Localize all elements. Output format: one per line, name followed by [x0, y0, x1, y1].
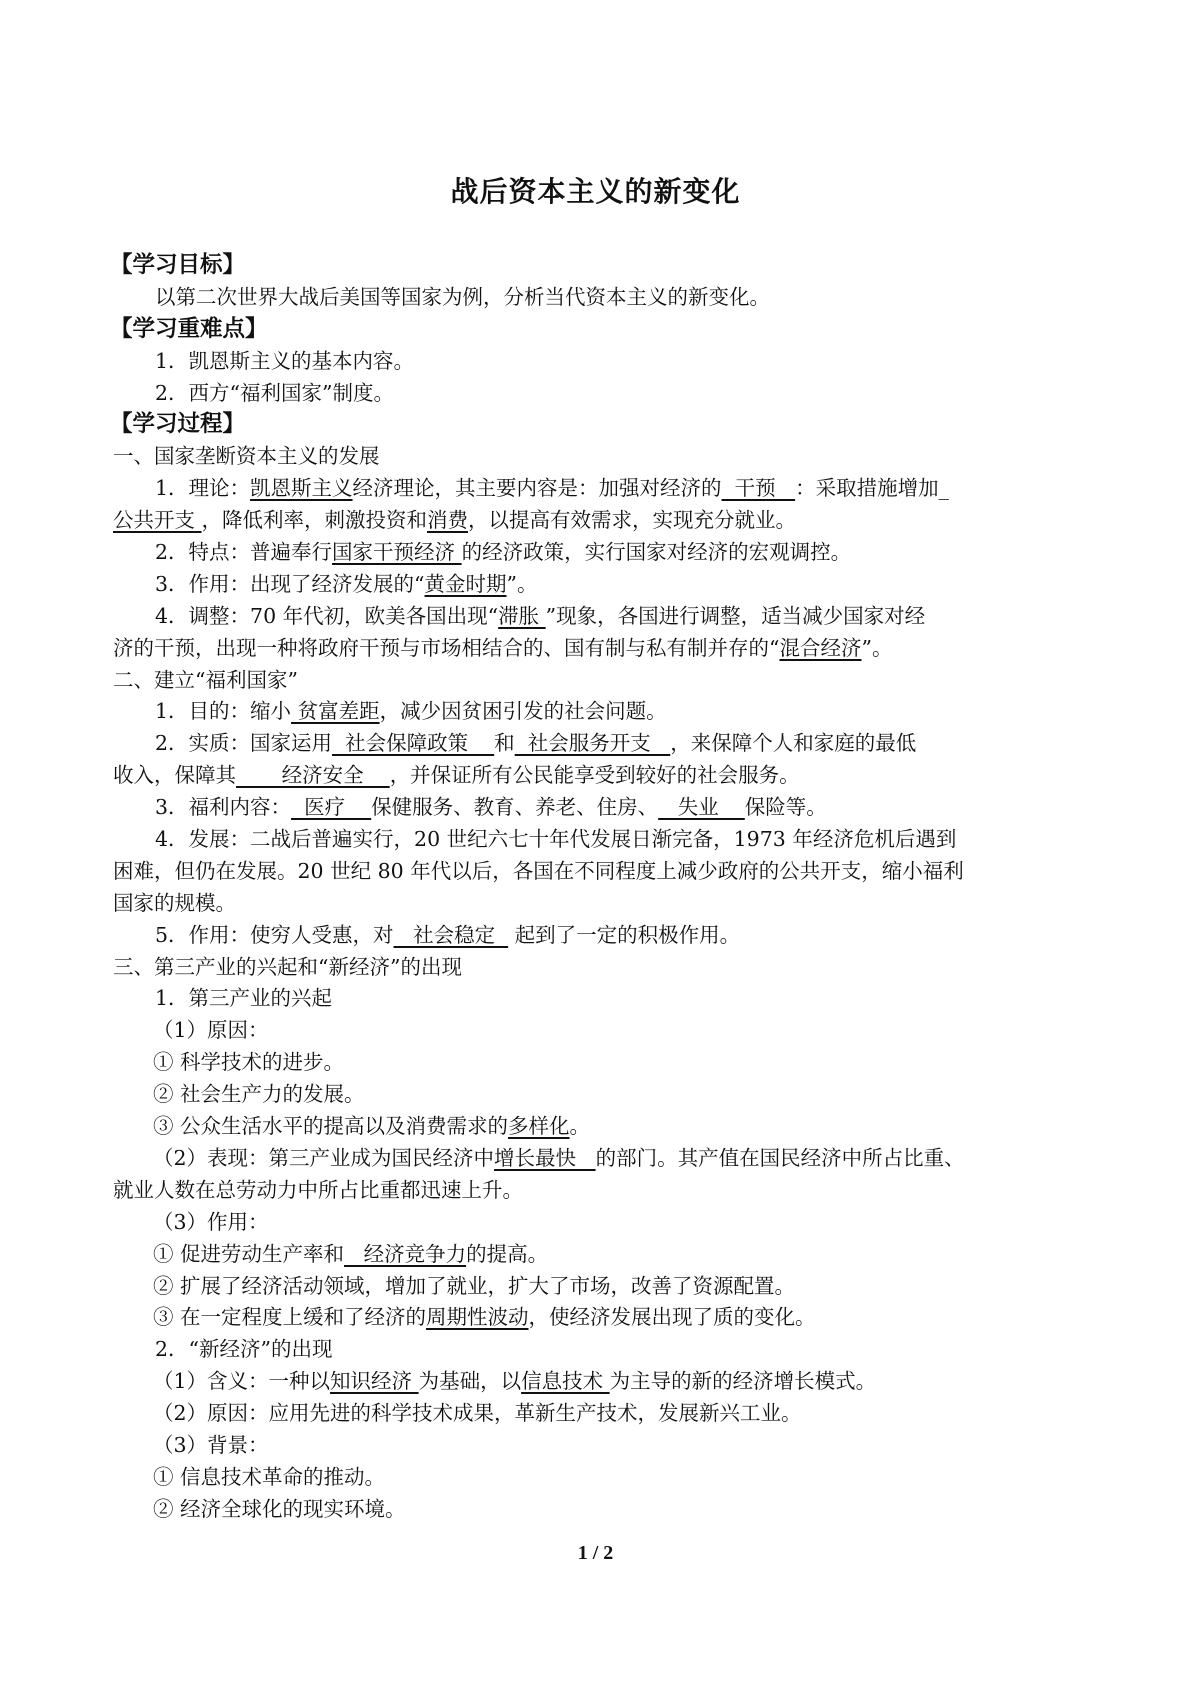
answer-diversification: 多样化 — [508, 1114, 570, 1139]
new-economy-definition: （1）含义：一种以知识经济 为基础，以信息技术 为主导的新的经济增长模式。 — [153, 1369, 877, 1394]
answer-social-service-spending: 社会服务开支 — [514, 731, 671, 756]
part1-item2: 2．特点：普遍奉行国家干预经济 的经济政策，实行国家对经济的宏观调控。 — [155, 540, 852, 565]
part3-effect-b: ② 扩展了经济活动领域，增加了就业，扩大了市场，改善了资源配置。 — [153, 1273, 796, 1298]
part1-heading: 一、国家垄断资本主义的发展 — [113, 444, 380, 469]
part1-item4: 4．调整：70 年代初，欧美各国出现“滞胀 ”现象，各国进行调整，适当减少国家对经 — [155, 603, 926, 628]
answer-information-technology: 信息技术 — [521, 1369, 610, 1394]
answer-social-stability: 社会稳定 — [393, 922, 509, 947]
answer-mixed-economy: 混合经济 — [779, 635, 862, 660]
part2-item1: 1．目的：缩小 贫富差距，减少因贫困引发的社会问题。 — [155, 699, 667, 724]
part2-heading: 二、建立“福利国家” — [113, 667, 298, 692]
part3-effect-a: ① 促进劳动生产率和 经济竞争力的提高。 — [153, 1241, 549, 1266]
part3-reason-a: ① 科学技术的进步。 — [153, 1050, 345, 1075]
page-number: 1 / 2 — [577, 1542, 614, 1564]
new-economy-reason: （2）原因：应用先进的科学技术成果，革新生产技术，发展新兴工业。 — [153, 1401, 802, 1426]
part3-sub1: 1．第三产业的兴起 — [155, 986, 333, 1011]
answer-cyclical-fluctuation: 周期性波动 — [426, 1305, 529, 1330]
new-economy-background-a: ① 信息技术革命的推动。 — [153, 1464, 386, 1489]
part3-manifestation: （2）表现：第三产业成为国民经济中增长最快 的部门。其产值在国民经济中所占比重、 — [153, 1145, 965, 1170]
key-point-1: 1．凯恩斯主义的基本内容。 — [155, 348, 415, 373]
answer-state-intervention: 国家干预经济 — [332, 540, 462, 565]
part3-reason-c: ③ 公众生活水平的提高以及消费需求的多样化。 — [153, 1114, 591, 1139]
answer-social-security-policy: 社会保障政策 — [332, 731, 495, 756]
part2-item4-cont2: 国家的规模。 — [113, 890, 236, 915]
goals-text: 以第二次世界大战后美国等国家为例，分析当代资本主义的新变化。 — [155, 284, 770, 309]
part2-item4-cont1: 困难，但仍在发展。20 世纪 80 年代以后，各国在不同程度上减少政府的公共开支，缩小福利 — [113, 858, 964, 883]
part1-item3: 3．作用：出现了经济发展的“黄金时期”。 — [155, 571, 538, 596]
answer-golden-age: 黄金时期 — [424, 571, 507, 596]
part2-item2: 2．实质：国家运用 社会保障政策 和 社会服务开支 ，来保障个人和家庭的最低 — [155, 731, 917, 756]
part2-item4: 4．发展：二战后普遍实行，20 世纪六七十年代发展日渐完备，1973 年经济危机后遇到 — [155, 827, 957, 852]
part3-reason-b: ② 社会生产力的发展。 — [153, 1082, 365, 1107]
answer-competitiveness: 经济竞争力 — [344, 1241, 467, 1266]
answer-knowledge-economy: 知识经济 — [330, 1369, 419, 1394]
document-body — [110, 250, 1073, 1526]
answer-medical: 医疗 — [291, 795, 372, 820]
answer-consumption: 消费 — [427, 508, 469, 533]
part3-manifestation-cont: 就业人数在总劳动力中所占比重都迅速上升。 — [113, 1177, 523, 1202]
part1-item1-cont: 公共开支 ，降低利率，刺激投资和消费，以提高有效需求，实现充分就业。 — [113, 508, 797, 533]
part1-item4-cont: 济的干预，出现一种将政府干预与市场相结合的、国有制与私有制并存的“混合经济”。 — [113, 635, 893, 660]
part3-sub2: 2．“新经济”的出现 — [155, 1337, 333, 1362]
part3-effect-label: （3）作用： — [153, 1209, 269, 1234]
answer-keynesianism: 凯恩斯主义 — [250, 476, 353, 501]
section-heading-process: 【学习过程】 — [110, 411, 246, 438]
new-economy-background-label: （3）背景： — [153, 1432, 269, 1457]
new-economy-background-b: ② 经济全球化的现实环境。 — [153, 1496, 406, 1521]
section-heading-goals: 【学习目标】 — [110, 252, 246, 278]
answer-intervention: 干预 — [721, 476, 796, 501]
part1-item1: 1．理论：凯恩斯主义经济理论，其主要内容是：加强对经济的 干预 ：采取措施增加_ — [155, 476, 949, 501]
page-title: 战后资本主义的新变化 — [450, 175, 741, 208]
part3-heading: 三、第三产业的兴起和“新经济”的出现 — [113, 954, 462, 979]
answer-unemployment: 失业 — [658, 795, 745, 820]
answer-fastest-growth: 增长最快 — [494, 1145, 596, 1170]
answer-wealth-gap: 贫富差距 — [291, 699, 380, 724]
part3-effect-c: ③ 在一定程度上缓和了经济的周期性波动，使经济发展出现了质的变化。 — [153, 1305, 816, 1330]
key-point-2: 2．西方“福利国家”制度。 — [155, 380, 395, 405]
section-heading-key-points: 【学习重难点】 — [110, 315, 268, 342]
part2-item2-cont: 收入，保障其 经济安全 ，并保证所有公民能享受到较好的社会服务。 — [113, 763, 800, 788]
part2-item3: 3．福利内容： 医疗 保健服务、教育、养老、住房、 失业 保险等。 — [155, 795, 827, 820]
part2-item5: 5．作用：使穷人受惠，对 社会稳定 起到了一定的积极作用。 — [155, 922, 741, 947]
answer-public-spending: 公共开支 — [113, 508, 202, 533]
part3-reason-label: （1）原因： — [153, 1018, 269, 1043]
answer-stagflation: 滞胀 — [498, 603, 546, 628]
answer-economic-security: 经济安全 — [236, 763, 390, 788]
